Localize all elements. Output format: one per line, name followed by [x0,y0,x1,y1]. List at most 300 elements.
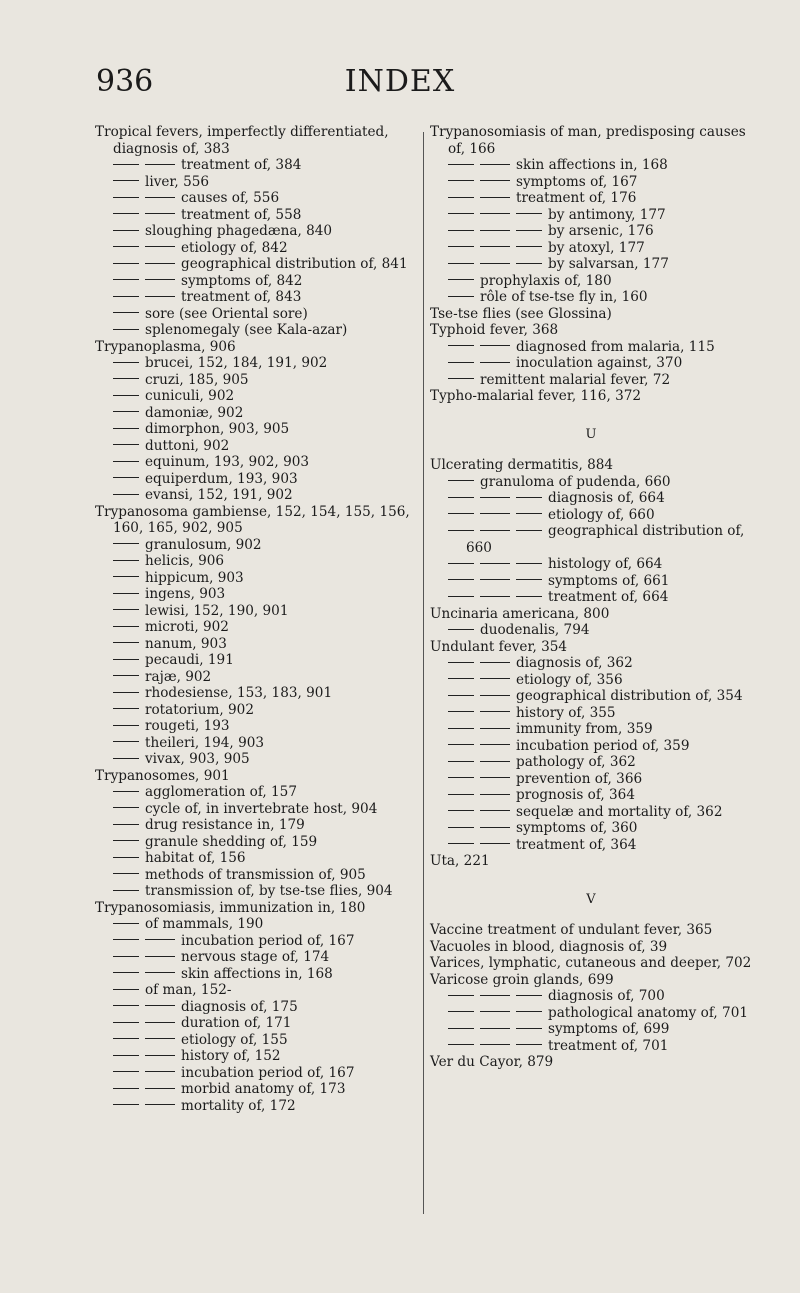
index-subentry [430,339,752,356]
index-subentry [95,619,417,636]
index-subentry [430,1038,752,1055]
repeat-dash [480,1011,510,1012]
repeat-dash [448,678,474,679]
entry-text: transmission of, by tse-tse flies, 904 [145,883,393,899]
entry-text: granuloma of pudenda, 660 [480,473,671,490]
repeat-dash [145,1088,175,1089]
entry-text: remittent malarial fever, 72 [480,371,671,388]
repeat-dash [145,279,175,280]
right-column [430,124,752,1071]
repeat-dash [516,563,542,564]
repeat-dash [113,840,139,841]
index-subentry [430,837,752,854]
repeat-dash [480,263,510,264]
index-heading [95,900,417,917]
repeat-dash [113,956,139,957]
index-subentry [95,1048,417,1065]
repeat-dash [145,1071,175,1072]
entry-text: Typho-malarial fever, 116, 372 [430,388,642,404]
entry-text: lewisi, 152, 190, 901 [145,602,289,619]
entry-text: damoniæ, 902 [145,404,244,421]
entry-text: Trypanosomiasis, immunization in, 180 [95,899,366,916]
index-subentry [95,784,417,801]
repeat-dash [113,857,139,858]
index-subentry [430,573,752,590]
entry-text: Undulant fever, 354 [430,638,568,655]
entry-text: diagnosed from malaria, 115 [516,338,715,355]
index-subentry [95,471,417,488]
entry-text: by salvarsan, 177 [548,256,669,272]
repeat-dash [113,279,139,280]
repeat-dash [145,1022,175,1023]
index-subentry [430,672,752,689]
index-heading [430,972,752,989]
index-heading [430,457,752,474]
index-subentry [95,207,417,224]
repeat-dash [480,1044,510,1045]
entry-text: pathology of, 362 [516,754,636,770]
index-subentry [430,273,752,290]
entry-text: symptoms of, 699 [548,1021,670,1037]
repeat-dash [113,791,139,792]
index-heading [430,955,752,972]
repeat-dash [516,530,542,531]
repeat-dash [113,246,139,247]
repeat-dash [448,1044,474,1045]
repeat-dash [448,744,474,745]
index-subentry [430,589,752,606]
entry-text: geographical distribution of, 660 [466,523,745,556]
entry-text: symptoms of, 360 [516,820,638,836]
entry-text: Varices, lymphatic, cutaneous and deeper, 702 [430,955,752,971]
entry-text: etiology of, 356 [516,671,623,688]
repeat-dash [480,497,510,498]
index-subentry [95,933,417,950]
entry-text: sequelæ and mortality of, 362 [516,803,723,820]
entry-text: by antimony, 177 [548,206,666,223]
index-subentry [95,537,417,554]
repeat-dash [113,180,139,181]
index-subentry [430,622,752,639]
entry-text: of man, 152- [145,982,232,998]
entry-text: diagnosis of, 664 [548,490,665,506]
repeat-dash [448,827,474,828]
entry-text: cruzi, 185, 905 [145,371,249,388]
repeat-dash [448,596,474,597]
entry-text: equiperdum, 193, 903 [145,470,298,487]
index-subentry [95,586,417,603]
entry-text: rajæ, 902 [145,668,212,685]
entry-text: nervous stage of, 174 [181,949,330,965]
index-subentry [430,988,752,1005]
entry-text: history of, 355 [516,704,616,721]
index-subentry [95,850,417,867]
column-divider [423,132,424,1214]
index-subentry [430,556,752,573]
repeat-dash [516,263,542,264]
entry-text: Tse-tse flies (see Glossina) [430,305,612,322]
entry-text: incubation period of, 359 [516,737,690,754]
repeat-dash [145,296,175,297]
repeat-dash [448,777,474,778]
repeat-dash [448,629,474,630]
repeat-dash [480,164,510,165]
entry-text: Ver du Cayor, 879 [430,1054,554,1070]
repeat-dash [113,824,139,825]
repeat-dash [480,995,510,996]
index-subentry [95,652,417,669]
repeat-dash [480,345,510,346]
entry-text: inoculation against, 370 [516,355,683,371]
index-heading [430,388,752,405]
repeat-dash [448,345,474,346]
repeat-dash [480,213,510,214]
index-heading [430,306,752,323]
repeat-dash [448,728,474,729]
repeat-dash [516,1028,542,1029]
repeat-dash [113,1071,139,1072]
index-subentry [430,474,752,491]
repeat-dash [113,230,139,231]
repeat-dash [113,923,139,924]
index-subentry [95,1015,417,1032]
entry-text: agglomeration of, 157 [145,784,297,800]
index-subentry [95,289,417,306]
repeat-dash [480,711,510,712]
entry-text: ingens, 903 [145,586,226,602]
repeat-dash [480,777,510,778]
repeat-dash [480,230,510,231]
repeat-dash [113,609,139,610]
repeat-dash [113,1022,139,1023]
entry-text: treatment of, 558 [181,206,302,223]
repeat-dash [448,230,474,231]
repeat-dash [113,543,139,544]
entry-text: prognosis of, 364 [516,787,635,803]
repeat-dash [480,362,510,363]
index-subentry [430,804,752,821]
index-subentry [430,289,752,306]
repeat-dash [113,312,139,313]
entry-text: treatment of, 176 [516,190,637,206]
repeat-dash [145,1104,175,1105]
repeat-dash [480,843,510,844]
entry-text: dimorphon, 903, 905 [145,421,290,437]
entry-text: methods of transmission of, 905 [145,866,366,883]
entry-text: etiology of, 842 [181,239,288,256]
repeat-dash [448,810,474,811]
entry-text: rhodesiense, 153, 183, 901 [145,685,333,701]
repeat-dash [113,939,139,940]
repeat-dash [113,1088,139,1089]
repeat-dash [113,741,139,742]
entry-text: by arsenic, 176 [548,223,654,239]
index-subentry [430,1005,752,1022]
index-subentry [95,273,417,290]
index-heading [95,768,417,785]
repeat-dash [448,164,474,165]
repeat-dash [516,497,542,498]
index-heading [95,504,417,537]
entry-text: Typhoid fever, 368 [430,322,559,338]
repeat-dash [113,807,139,808]
index-subentry [95,982,417,999]
section-letter: U [585,426,597,442]
repeat-dash [113,197,139,198]
index-subentry [95,223,417,240]
index-heading [430,606,752,623]
repeat-dash [145,1038,175,1039]
entry-text: Trypanosomes, 901 [95,767,230,784]
repeat-dash [448,197,474,198]
repeat-dash [113,890,139,891]
repeat-dash [145,164,175,165]
index-heading [430,639,752,656]
index-subentry [95,487,417,504]
repeat-dash [480,761,510,762]
repeat-dash [113,659,139,660]
entry-text: treatment of, 701 [548,1037,669,1054]
entry-text: Trypanosomiasis of man, predisposing causes of, 166 [430,124,746,157]
repeat-dash [113,873,139,874]
entry-text: vivax, 903, 905 [145,751,250,767]
entry-text: pathological anatomy of, 701 [548,1004,748,1021]
index-heading [95,339,417,356]
index-subentry [95,322,417,339]
repeat-dash [516,579,542,580]
repeat-dash [113,296,139,297]
index-subentry [95,372,417,389]
repeat-dash [113,972,139,973]
entry-text: rôle of tse-tse fly in, 160 [480,289,648,305]
entry-text: Vacuoles in blood, diagnosis of, 39 [430,938,668,955]
repeat-dash [145,263,175,264]
index-subentry [95,256,417,273]
index-subentry [95,751,417,768]
repeat-dash [113,378,139,379]
repeat-dash [480,695,510,696]
entry-text: brucei, 152, 184, 191, 902 [145,355,328,371]
repeat-dash [448,1011,474,1012]
repeat-dash [516,1044,542,1045]
repeat-dash [448,711,474,712]
repeat-dash [113,444,139,445]
entry-text: mortality of, 172 [181,1097,296,1114]
entry-text: morbid anatomy of, 173 [181,1081,346,1097]
repeat-dash [448,362,474,363]
index-heading [430,853,752,870]
entry-text: helicis, 906 [145,553,225,569]
index-subentry [430,655,752,672]
repeat-dash [480,180,510,181]
repeat-dash [113,989,139,990]
entry-text: symptoms of, 842 [181,272,303,289]
repeat-dash [113,725,139,726]
index-subentry [430,523,752,556]
index-subentry [430,820,752,837]
repeat-dash [145,213,175,214]
repeat-dash [480,596,510,597]
entry-text: theileri, 194, 903 [145,734,265,751]
repeat-dash [145,246,175,247]
repeat-dash [480,728,510,729]
index-heading [430,939,752,956]
repeat-dash [448,995,474,996]
entry-text: of mammals, 190 [145,916,264,932]
repeat-dash [448,513,474,514]
index-subentry [95,966,417,983]
entry-text: histology of, 664 [548,556,663,572]
repeat-dash [516,1011,542,1012]
repeat-dash [448,761,474,762]
entry-text: incubation period of, 167 [181,932,355,949]
index-subentry [430,787,752,804]
index-subentry [95,553,417,570]
entry-text: liver, 556 [145,173,210,190]
entry-text: diagnosis of, 362 [516,655,633,671]
index-subentry [95,603,417,620]
repeat-dash [113,1055,139,1056]
repeat-dash [480,1028,510,1029]
repeat-dash [113,461,139,462]
entry-text: Trypanoplasma, 906 [95,338,236,355]
index-subentry [430,372,752,389]
entry-text: history of, 152 [181,1048,281,1064]
repeat-dash [516,513,542,514]
entry-text: drug resistance in, 179 [145,817,305,833]
repeat-dash [448,579,474,580]
repeat-dash [113,329,139,330]
section-letter: V [586,891,596,907]
entry-text: microti, 902 [145,619,229,635]
repeat-dash [480,794,510,795]
entry-text: symptoms of, 167 [516,173,638,190]
index-subentry [430,771,752,788]
repeat-dash [448,279,474,280]
index-subentry [95,454,417,471]
index-subentry [430,1021,752,1038]
repeat-dash [448,480,474,481]
repeat-dash [113,411,139,412]
repeat-dash [448,180,474,181]
repeat-dash [480,744,510,745]
repeat-dash [448,213,474,214]
index-heading [430,124,752,157]
entry-text: sloughing phagedæna, 840 [145,223,333,239]
entry-text: habitat of, 156 [145,850,246,866]
repeat-dash [113,1005,139,1006]
repeat-dash [516,213,542,214]
index-subentry [430,190,752,207]
entry-text: skin affections in, 168 [516,157,668,173]
index-subentry [95,834,417,851]
repeat-dash [448,695,474,696]
entry-text: duodenalis, 794 [480,622,590,638]
entry-text: sore (see Oriental sore) [145,305,308,322]
index-subentry [95,801,417,818]
entry-text: by atoxyl, 177 [548,239,645,256]
repeat-dash [480,827,510,828]
index-subentry [430,490,752,507]
entry-text: etiology of, 155 [181,1031,288,1048]
index-subentry [95,1065,417,1082]
index-subentry [95,916,417,933]
repeat-dash [516,230,542,231]
entry-text: prevention of, 366 [516,770,643,787]
index-subentry [95,1081,417,1098]
entry-text: treatment of, 664 [548,589,669,605]
repeat-dash [113,708,139,709]
repeat-dash [480,662,510,663]
index-subentry [430,256,752,273]
repeat-dash [448,497,474,498]
entry-text: splenomegaly (see Kala-azar) [145,322,348,338]
entry-text: nanum, 903 [145,635,227,652]
repeat-dash [113,428,139,429]
index-subentry [95,306,417,323]
repeat-dash [113,1104,139,1105]
repeat-dash [145,956,175,957]
entry-text: Ulcerating dermatitis, 884 [430,457,614,473]
entry-text: treatment of, 364 [516,836,637,853]
entry-text: etiology of, 660 [548,506,655,523]
index-subentry [95,669,417,686]
entry-text: Vaccine treatment of undulant fever, 365 [430,922,713,938]
index-subentry [430,705,752,722]
index-subentry [95,355,417,372]
entry-text: Tropical fevers, imperfectly differentiated, diagnosis of, 383 [95,124,389,157]
repeat-dash [516,995,542,996]
index-subentry [430,223,752,240]
index-subentry [430,157,752,174]
repeat-dash [480,678,510,679]
index-subentry [430,688,752,705]
repeat-dash [113,692,139,693]
index-subentry [95,438,417,455]
entry-text: treatment of, 843 [181,289,302,305]
entry-text: diagnosis of, 175 [181,998,298,1015]
index-subentry [95,1098,417,1115]
entry-text: Uta, 221 [430,853,490,869]
repeat-dash [113,593,139,594]
entry-text: evansi, 152, 191, 902 [145,487,293,503]
entry-text: Varicose groin glands, 699 [430,971,614,988]
repeat-dash [145,1005,175,1006]
entry-text: treatment of, 384 [181,157,302,173]
page-header [0,60,800,104]
entry-text: rotatorium, 902 [145,701,254,718]
index-heading [430,922,752,939]
entry-text: duttoni, 902 [145,437,230,454]
repeat-dash [448,530,474,531]
index-subentry [430,738,752,755]
repeat-dash [480,246,510,247]
entry-text: cycle of, in invertebrate host, 904 [145,800,378,817]
repeat-dash [480,513,510,514]
index-subentry [95,735,417,752]
index-subentry [430,754,752,771]
index-subentry [95,817,417,834]
index-subentry [95,685,417,702]
repeat-dash [113,494,139,495]
entry-text: skin affections in, 168 [181,965,333,982]
entry-text: diagnosis of, 700 [548,988,665,1004]
repeat-dash [113,1038,139,1039]
repeat-dash [448,794,474,795]
repeat-dash [480,197,510,198]
index-subentry [95,949,417,966]
entry-text: granule shedding of, 159 [145,833,318,850]
